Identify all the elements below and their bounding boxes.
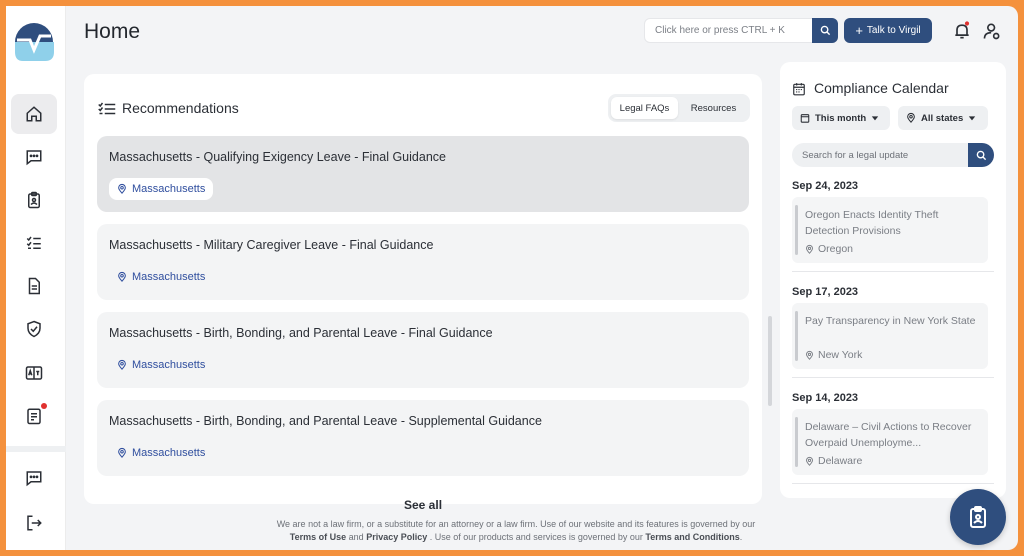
talk-to-virgil-button[interactable] <box>844 18 932 43</box>
clipboard-icon <box>25 191 43 209</box>
calendar-event[interactable] <box>792 409 988 475</box>
location-pin-icon <box>906 113 916 123</box>
shield-check-icon <box>25 320 43 338</box>
notification-badge <box>41 403 47 409</box>
recommendation-title: Massachusetts - Military Caregiver Leave - Final Guidance <box>109 238 434 252</box>
recommendations-tabs <box>608 94 750 122</box>
app-frame <box>6 6 1018 550</box>
bell-icon[interactable] <box>952 21 972 41</box>
see-all-link[interactable]: See all <box>404 498 443 512</box>
event-accent-bar <box>795 205 798 255</box>
divider <box>792 483 994 484</box>
location-pin-icon <box>117 448 127 458</box>
divider <box>792 271 994 272</box>
terms-of-use-link[interactable]: Terms of Use <box>289 532 347 542</box>
location-pin-icon <box>805 457 814 466</box>
sidebar-item-report[interactable] <box>11 396 57 436</box>
sidebar-item-feedback[interactable] <box>11 458 57 498</box>
sidebar-item-clipboard[interactable] <box>11 180 57 220</box>
global-search-placeholder: Click here or press CTRL + K <box>655 25 785 36</box>
calendar-event[interactable] <box>792 303 988 369</box>
event-location <box>805 455 862 467</box>
event-location <box>805 349 862 361</box>
recommendations-title: Recommendations <box>122 100 239 116</box>
recommendation-item[interactable] <box>97 224 749 300</box>
document-icon <box>25 277 43 295</box>
footer-line-1: We are not a law firm, or a substitute for an attorney or a law firm. Use of our website and its features is governed by our <box>276 519 756 529</box>
location-label: Massachusetts <box>132 271 206 283</box>
location-pin-icon <box>117 272 127 282</box>
location-chip <box>109 178 213 200</box>
recommendation-item[interactable] <box>97 136 749 212</box>
event-accent-bar <box>795 417 798 467</box>
legal-update-search-input[interactable] <box>792 143 970 167</box>
recommendation-title: Massachusetts - Birth, Bonding, and Parental Leave - Supplemental Guidance <box>109 414 542 428</box>
recommendation-title: Massachusetts - Birth, Bonding, and Parental Leave - Final Guidance <box>109 326 493 340</box>
event-location-label: New York <box>818 349 863 361</box>
user-settings-icon[interactable] <box>982 21 1002 41</box>
privacy-policy-link[interactable]: Privacy Policy <box>366 532 428 542</box>
plus-icon: + <box>855 22 863 38</box>
translate-icon <box>25 364 43 382</box>
sidebar-divider <box>6 446 66 452</box>
recommendation-item[interactable] <box>97 400 749 476</box>
checklist-icon <box>25 234 43 252</box>
location-label: Massachusetts <box>132 447 206 459</box>
calendar-small-icon <box>800 113 810 123</box>
state-dropdown-label: All states <box>921 112 964 124</box>
recommendation-item[interactable] <box>97 312 749 388</box>
sidebar-item-document[interactable] <box>11 266 57 306</box>
talk-button-label: Talk to Virgil <box>866 25 921 36</box>
recommendations-card <box>84 74 762 512</box>
event-location-label: Delaware <box>818 455 863 467</box>
event-title: Pay Transparency in New York State <box>805 315 976 327</box>
search-icon <box>976 150 987 161</box>
divider <box>792 377 994 378</box>
calendar-event[interactable] <box>792 197 988 263</box>
location-chip <box>109 354 213 376</box>
location-chip <box>109 266 213 288</box>
footer-disclaimer <box>196 518 836 544</box>
location-pin-icon <box>805 351 814 360</box>
event-title: Oregon Enacts Identity Theft Detection Provisions <box>805 209 939 237</box>
location-chip <box>109 442 213 464</box>
terms-and-conditions-link[interactable]: Terms and Conditions <box>645 532 740 542</box>
period-dropdown[interactable] <box>792 106 890 130</box>
location-label: Massachusetts <box>132 183 206 195</box>
search-icon <box>820 25 831 36</box>
event-location <box>805 243 853 255</box>
sidebar-item-checklist[interactable] <box>11 223 57 263</box>
id-badge-icon <box>966 505 990 529</box>
logout-icon <box>25 514 43 532</box>
sidebar-item-translate[interactable] <box>11 353 57 393</box>
sidebar-item-compliance[interactable] <box>11 309 57 349</box>
legal-update-search-button[interactable] <box>968 143 994 167</box>
checklist-icon <box>98 102 116 116</box>
date-heading: Sep 17, 2023 <box>792 286 859 298</box>
location-pin-icon <box>117 184 127 194</box>
period-dropdown-label: This month <box>815 112 867 124</box>
date-heading: Sep 24, 2023 <box>792 180 859 192</box>
event-accent-bar <box>795 311 798 361</box>
chat-icon <box>25 148 43 166</box>
tab-resources[interactable]: Resources <box>690 102 737 114</box>
date-heading: Sep 14, 2023 <box>792 392 859 404</box>
report-icon <box>25 407 43 425</box>
state-dropdown[interactable] <box>898 106 988 130</box>
sidebar-item-chat[interactable] <box>11 137 57 177</box>
home-icon <box>25 105 43 123</box>
caret-down-icon <box>871 114 879 122</box>
legal-update-search-placeholder: Search for a legal update <box>802 149 909 161</box>
global-search-input[interactable] <box>644 18 838 43</box>
event-location-label: Oregon <box>818 243 854 255</box>
logo-icon[interactable] <box>14 22 54 62</box>
global-search-button[interactable] <box>812 18 838 43</box>
message-icon <box>25 469 43 487</box>
sidebar-item-home[interactable] <box>11 94 57 134</box>
page-title: Home <box>84 20 141 43</box>
location-pin-icon <box>805 245 814 254</box>
footer-line-2: . Use of our products and services is governed by our <box>429 532 643 542</box>
compliance-calendar-card <box>780 62 1006 498</box>
tab-legal-faqs[interactable]: Legal FAQs <box>611 97 678 119</box>
footer-and: and <box>348 532 364 542</box>
location-label: Massachusetts <box>132 359 206 371</box>
location-pin-icon <box>117 360 127 370</box>
event-title: Delaware – Civil Actions to Recover Overpaid Unemployme... <box>805 421 972 449</box>
calendar-title: Compliance Calendar <box>814 80 949 96</box>
sidebar <box>6 6 66 550</box>
sidebar-item-logout[interactable] <box>11 503 57 543</box>
recommendation-title: Massachusetts - Qualifying Exigency Leave - Final Guidance <box>109 150 446 164</box>
caret-down-icon <box>968 114 976 122</box>
assistant-fab-button[interactable] <box>950 489 1006 545</box>
footer-period: . <box>739 532 743 542</box>
scrollbar[interactable] <box>768 316 772 406</box>
calendar-icon <box>792 82 806 96</box>
